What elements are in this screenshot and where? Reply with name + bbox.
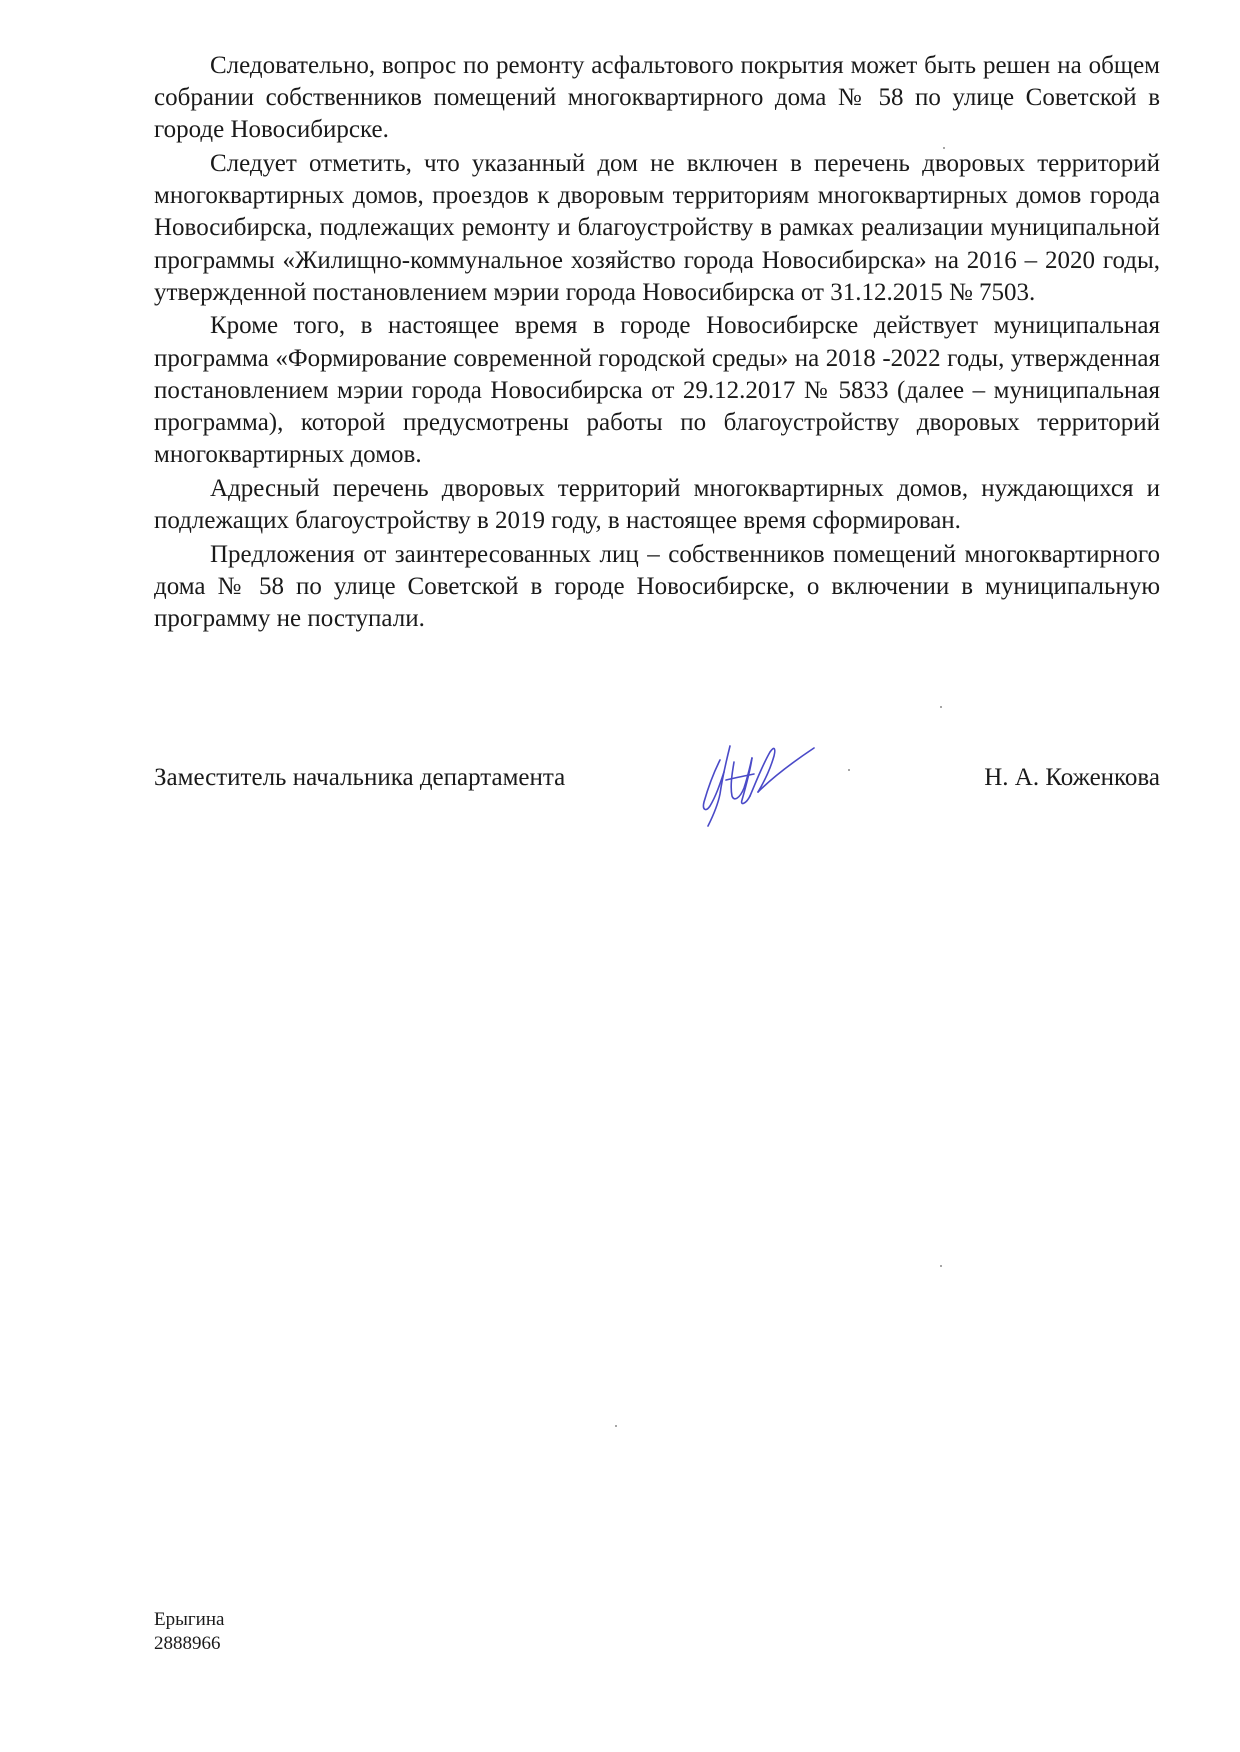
letter-body: [154, 50, 1160, 637]
executor-name: Ерыгина: [154, 1609, 225, 1630]
paragraph: Адресный перечень дворовых территорий многоквартирных домов, нуждающихся и подлежащих благоустройству в 2019 году, в настоящее время сформирован.: [154, 474, 1160, 535]
scan-speck: [615, 1425, 617, 1427]
scan-speck: [940, 706, 942, 708]
scan-speck: [943, 147, 945, 149]
executor-phone: 2888966: [154, 1633, 221, 1654]
signature-block: [154, 762, 1160, 802]
signer-name: Н. А. Коженкова: [984, 764, 1160, 791]
paragraph: Следовательно, вопрос по ремонту асфальтового покрытия может быть решен на общем собрании собственников помещений многоквартирного дома № 58 по улице Советской в городе Новосибирске.: [154, 52, 1160, 144]
paragraph: Кроме того, в настоящее время в городе Новосибирске действует муниципальная программа «Формирование современной городской среды» на 2018 -2022 годы, утвержденная постановлением мэрии города Новосибирска от 29.12.2017 № 5833 (далее – муниципальная программа), которой предусмотрены работы по благоустройству дворовых территорий многоквартирных домов.: [154, 312, 1160, 469]
scan-speck: [848, 769, 850, 771]
paragraph: Следует отметить, что указанный дом не включен в перечень дворовых территорий многоквартирных домов, проездов к дворовым территориям многоквартирных домов города Новосибирска, подлежащих ремонту и благоустройству в рамках реализации муниципальной программы «Жилищно-коммунальное хозяйство города Новосибирска» на 2016 – 2020 годы, утвержденной постановлением мэрии города Новосибирска от 31.12.2015 № 7503.: [154, 150, 1160, 306]
executor-info: [154, 1608, 224, 1656]
signer-position: Заместитель начальника департамента: [154, 764, 566, 791]
handwritten-signature-icon: [690, 722, 820, 832]
paragraph: Предложения от заинтересованных лиц – собственников помещений многоквартирного дома № 58 по улице Советской в городе Новосибирске, о включении в муниципальную программу не поступали.: [154, 540, 1160, 633]
scan-speck: [940, 1265, 942, 1267]
